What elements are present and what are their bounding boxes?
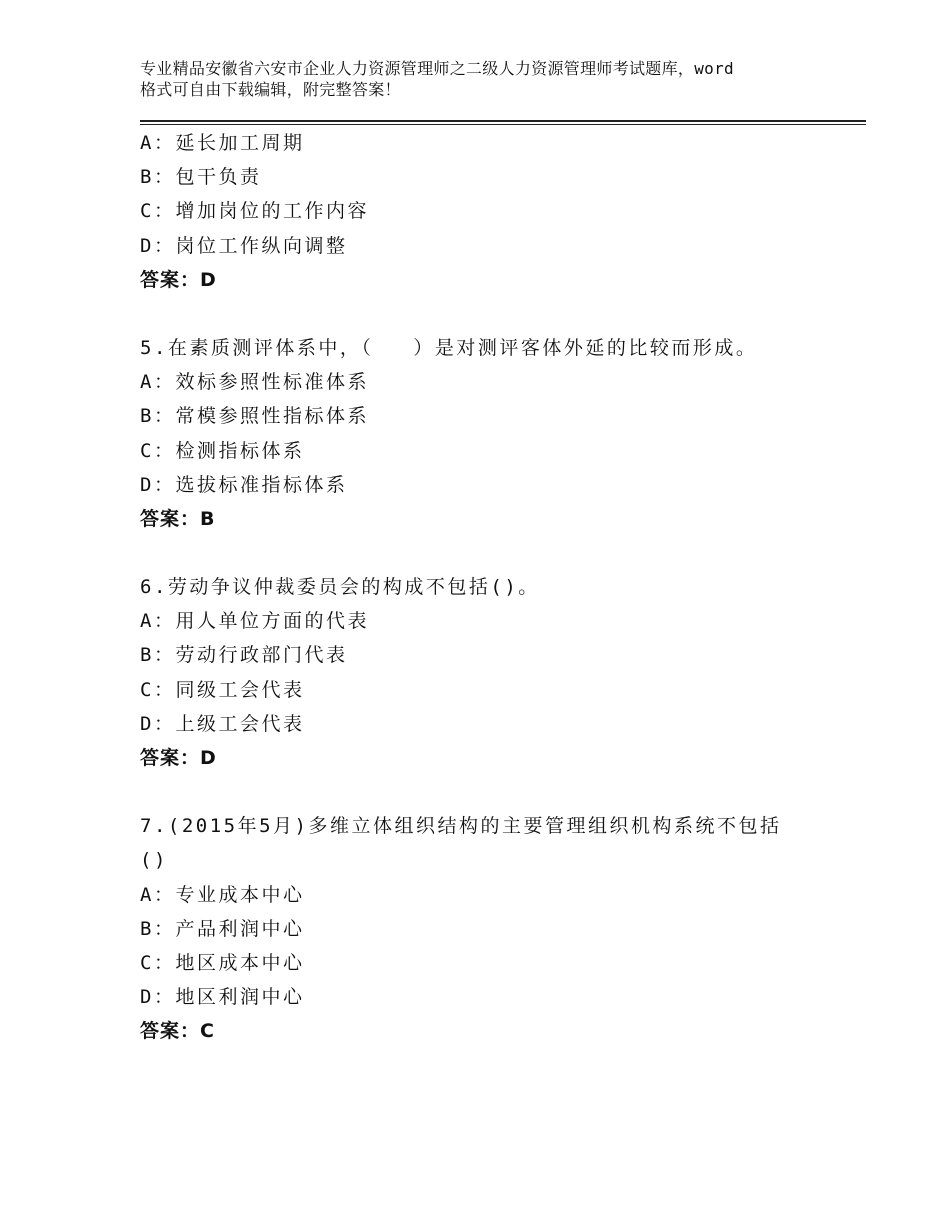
spacer	[140, 297, 860, 331]
question-block-5	[140, 331, 860, 536]
question-stem-before: 5.在素质测评体系中，（	[140, 336, 374, 359]
answer-line: 答案：D	[140, 747, 217, 769]
header-line-2: 格式可自由下载编辑，附完整答案！	[140, 80, 401, 99]
header-divider-thick	[140, 120, 866, 122]
question-list	[140, 126, 860, 1049]
document-header	[140, 58, 840, 100]
spacer	[140, 775, 860, 809]
option-d: D：选拔标准指标体系	[140, 473, 348, 496]
question-block-4	[140, 126, 860, 297]
option-a: A：效标参照性标准体系	[140, 371, 369, 394]
question-block-6	[140, 570, 860, 775]
option-b: B：劳动行政部门代表	[140, 644, 348, 667]
option-c: C：同级工会代表	[140, 678, 305, 701]
header-line-1: 专业精品安徽省六安市企业人力资源管理师之二级人力资源管理师考试题库，word	[140, 59, 734, 78]
option-d: D：岗位工作纵向调整	[140, 234, 348, 257]
option-a: A：用人单位方面的代表	[140, 610, 369, 633]
question-stem	[140, 331, 860, 365]
option-c: C：地区成本中心	[140, 951, 305, 974]
option-c: C：增加岗位的工作内容	[140, 200, 369, 223]
option-a: A：延长加工周期	[140, 132, 305, 154]
question-stem-line-2: ()	[140, 849, 168, 872]
answer-line: 答案：D	[140, 268, 217, 291]
question-stem-after: ）是对测评客体外延的比较而形成。	[413, 336, 758, 359]
option-a: A：专业成本中心	[140, 883, 305, 906]
answer-line: 答案：C	[140, 1020, 215, 1043]
option-b: B：包干负责	[140, 166, 262, 189]
option-b: B：产品利润中心	[140, 917, 305, 940]
option-d: D：地区利润中心	[140, 986, 305, 1009]
header-divider-thin	[140, 124, 866, 125]
answer-line: 答案：B	[140, 507, 216, 530]
question-block-7	[140, 809, 860, 1048]
question-stem-line-1: 7.(2015年5月)多维立体组织结构的主要管理组织机构系统不包括	[140, 815, 782, 838]
spacer	[140, 536, 860, 570]
option-b: B：常模参照性指标体系	[140, 405, 369, 428]
option-c: C：检测指标体系	[140, 439, 305, 462]
question-stem: 6.劳动争议仲裁委员会的构成不包括()。	[140, 576, 540, 599]
option-d: D：上级工会代表	[140, 712, 305, 735]
